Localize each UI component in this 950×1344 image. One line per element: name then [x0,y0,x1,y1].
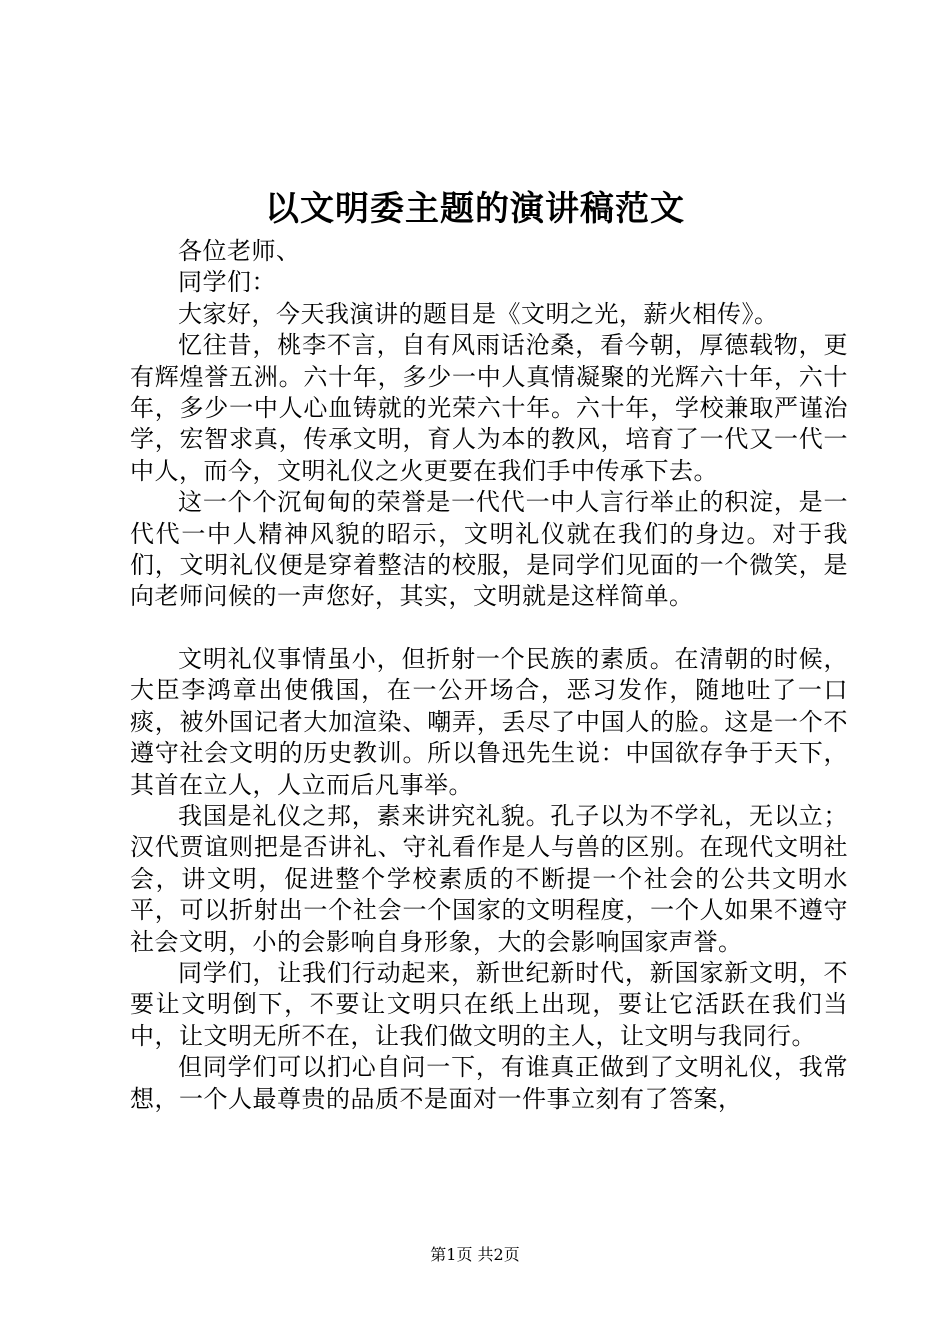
document-title: 以文明委主题的演讲稿范文 [265,189,685,229]
body-paragraph: 我国是礼仪之邦，素来讲究礼貌。孔子以为不学礼，无以立；汉代贾谊则把是否讲礼、守礼看作是人与兽的区别。在现代文明社会，讲文明，促进整个学校素质的不断提一个社会的公共文明水平，可以折射出一个社会一个国家的文明程度，一个人如果不遵守社会文明，小的会影响自身形象，大的会影响国家声誉。 [130,801,848,956]
body-paragraph: 但同学们可以扪心自问一下，有谁真正做到了文明礼仪，我常想，一个人最尊贵的品质不是面对一件事立刻有了答案， [130,1053,848,1113]
body-paragraph: 同学们，让我们行动起来，新世纪新时代，新国家新文明，不要让文明倒下，不要让文明只在纸上出现，要让它活跃在我们当中，让文明无所不在，让我们做文明的主人，让文明与我同行。 [130,958,848,1050]
speech-topic-paragraph: 大家好，今天我演讲的题目是《文明之光，薪火相传》。 [178,299,779,328]
document-body [130,236,848,1115]
body-paragraph: 这一个个沉甸甸的荣誉是一代代一中人言行举止的积淀，是一代代一中人精神风貌的昭示，文明礼仪就在我们的身边。对于我们，文明礼仪便是穿着整洁的校服，是同学们见面的一个微笑，是向老师问候的一声您好，其实，文明就是这样简单。 [130,488,848,611]
body-paragraph: 忆往昔，桃李不言，自有风雨话沧桑，看今朝，厚德载物，更有辉煌誉五洲。六十年，多少一中人真情凝聚的光辉六十年，六十年，多少一中人心血铸就的光荣六十年。六十年，学校兼取严谨治学，宏智求真，传承文明，育人为本的教风，培育了一代又一代一中人，而今，文明礼仪之火更要在我们手中传承下去。 [130,331,848,485]
greeting-line-1: 各位老师、 [178,237,301,265]
page-number-footer: 第1页 共2页 [430,1245,520,1264]
greeting-line-2: 同学们： [178,268,276,297]
body-paragraph: 文明礼仪事情虽小，但折射一个民族的素质。在清朝的时候，大臣李鸿章出使俄国，在一公开场合，恶习发作，随地吐了一口痰，被外国记者大加渲染、嘲弄，丢尽了中国人的脸。这是一个不遵守社会文明的历史教训。所以鲁迅先生说：中国欲存争于天下，其首在立人，人立而后凡事举。 [130,644,848,799]
